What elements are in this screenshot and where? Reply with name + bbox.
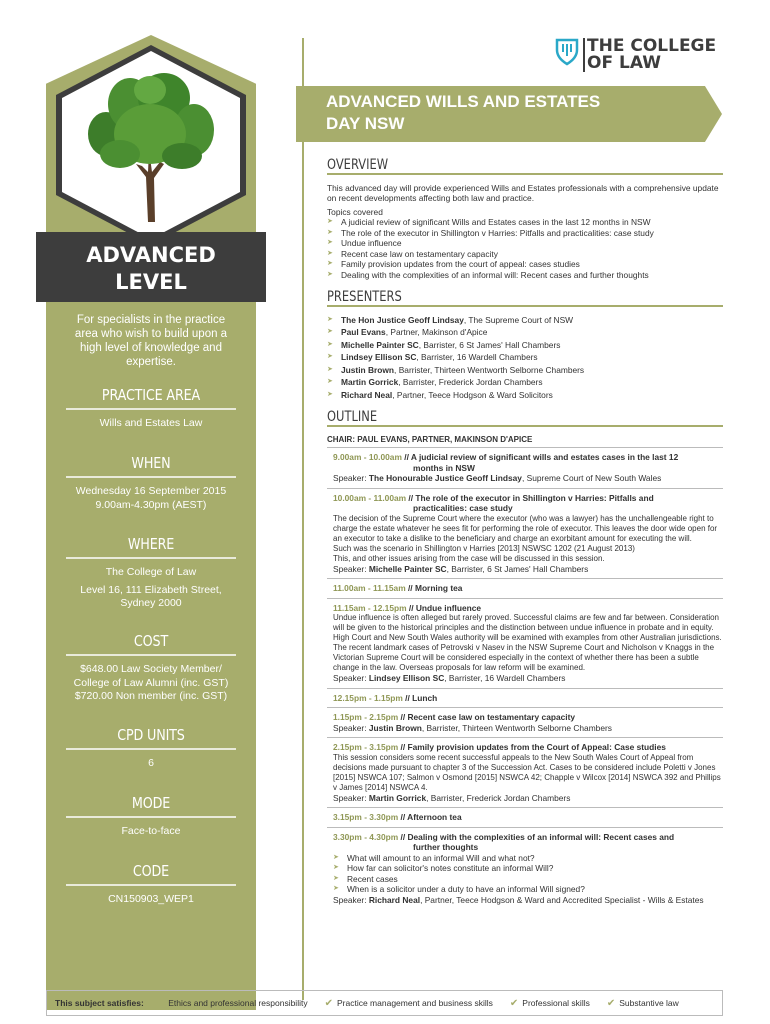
cost-line: College of Law Alumni (inc. GST) xyxy=(73,676,229,689)
presenter-item: ➤ Michelle Painter SC, Barrister, 6 St James' Hall Chambers xyxy=(327,340,723,351)
footer-item: ✔ Ethics and professional responsibility xyxy=(155,997,308,1009)
session-1: 9.00am - 10.00am // A judicial review of significant wills and estates cases in the last 12 months in NSW Speaker: The Honourable Justice Geoff Lindsay, Supreme Court of New South Wales xyxy=(327,447,723,488)
practice-area-value: Wills and Estates Law xyxy=(99,417,203,429)
when-section xyxy=(66,454,236,512)
when-date: Wednesday 16 September 2015 xyxy=(75,485,227,497)
cpd-section xyxy=(66,726,236,771)
outline-heading: OUTLINE xyxy=(327,409,378,425)
list-item: ➤ A judicial review of significant Wills and Estates cases in the last 12 months in NSW xyxy=(327,217,723,228)
main-content xyxy=(327,157,723,909)
list-item: ➤ Dealing with the complexities of an informal will: Recent cases and further thoughts xyxy=(327,270,723,281)
session-6: 1.15pm - 2.15pm // Recent case law on testamentary capacity Speaker: Justin Brown, Barrister, Thirteen Wentworth Selborne Chambers xyxy=(327,707,723,737)
presenters-heading: PRESENTERS xyxy=(327,289,402,305)
cost-section xyxy=(66,632,236,704)
column-divider xyxy=(302,38,304,1000)
cost-line: $720.00 Non member (inc. GST) xyxy=(74,690,228,702)
list-item: ➤ The role of the executor in Shillington v Harries: Pitfalls and practicalities: case study xyxy=(327,228,723,239)
check-icon: ✔ xyxy=(155,997,165,1009)
code-value: CN150903_WEP1 xyxy=(108,893,194,905)
cost-line: $648.00 Law Society Member/ xyxy=(80,663,222,675)
tree-image xyxy=(86,72,216,222)
footer-item: ✔ Substantive law xyxy=(606,997,679,1009)
cpd-value: 6 xyxy=(148,757,154,769)
list-item: ➤ What will amount to an informal Will and what not? xyxy=(333,853,723,864)
practice-area-heading: PRACTICE AREA xyxy=(101,386,201,404)
session-2: 10.00am - 11.00am // The role of the executor in Shillington v Harries: Pitfalls and practicalities: case study The decision of the Supreme Court where the executor (who was a lawyer) has the unchallengeable right to charge the estate whatever he sees fit for performing the role of executor. This leaves the door wide open for an executor to take a dislike to the beneficiary and charge an exorbitant amount for executing the will. Such was the scenario in Shillington v Harries [2013] NSWSC 1202 (21 August 2013) This, and other issues arising from the case will be discussed in this session. Speaker: Michelle Painter SC, Barrister, 6 St James' Hall Chambers xyxy=(327,488,723,579)
where-line: Sydney 2000 xyxy=(120,597,182,609)
college-logo-icon xyxy=(555,38,579,66)
topics-list xyxy=(327,217,723,280)
cost-heading: COST xyxy=(133,632,169,650)
code-heading: CODE xyxy=(132,862,170,880)
presenter-item: ➤ Richard Neal, Partner, Teece Hodgson & Ward Solicitors xyxy=(327,390,723,401)
mode-heading: MODE xyxy=(131,794,171,812)
when-heading: WHEN xyxy=(131,454,171,472)
session-7: 2.15pm - 3.15pm // Family provision updates from the Court of Appeal: Case studies This session considers some recent successful appeals to the New South Wales Court of Appeal from decisions made pursuant to chapter 3 of the Succession Act. Cases to be considered include Poletti v Jones [2015] NSWCA 107; Salmon v Osmond [2015] NSWCA 42; Chapple v Wilcox [2014] NSWCA 392 and Phillips v James [2014] NSWCA 4. Speaker: Martin Gorrick, Barrister, Frederick Jordan Chambers xyxy=(327,737,723,807)
check-icon: ✔ xyxy=(324,997,333,1009)
logo-divider xyxy=(583,38,585,72)
mode-section xyxy=(66,794,236,839)
chair-label: CHAIR: PAUL EVANS, PARTNER, MAKINSON D'APICE xyxy=(327,434,533,444)
overview-text: This advanced day will provide experienced Wills and Estates professionals with a comprehensive update on recent developments affecting both law and practice. xyxy=(327,182,719,203)
where-heading: WHERE xyxy=(127,535,175,553)
practice-area-section xyxy=(66,386,236,431)
presenter-item: ➤ Paul Evans, Partner, Makinson d'Apice xyxy=(327,327,723,338)
presenter-item: ➤ Martin Gorrick, Barrister, Frederick Jordan Chambers xyxy=(327,377,723,388)
where-line: Level 16, 111 Elizabeth Street, xyxy=(80,583,222,596)
where-section xyxy=(66,535,236,611)
list-item: ➤ Recent case law on testamentary capacity xyxy=(327,249,723,260)
session-9: 3.30pm - 4.30pm // Dealing with the complexities of an informal will: Recent cases and further thoughts ➤ What will amount to an informal Will and what not? ➤ How far can solicitor's notes constitute an informal Will? ➤ Recent cases ➤ When is a solicitor under a duty to have an informal Will signed? Speaker: Richard Neal, Partner, Teece Hodgson & Ward and Accredited Specialist - Wills & Estates xyxy=(327,827,723,910)
topics-label: Topics covered xyxy=(327,206,383,217)
footer-item: ✔ Professional skills xyxy=(509,997,590,1009)
presenters-list xyxy=(327,315,723,401)
list-item: ➤ Family provision updates from the court of appeal: cases studies xyxy=(327,259,723,270)
list-item: ➤ Recent cases xyxy=(333,874,723,885)
page-title: ADVANCED WILLS AND ESTATES DAY NSW xyxy=(326,92,601,133)
code-section xyxy=(66,862,236,907)
list-item: ➤ How far can solicitor's notes constitute an informal Will? xyxy=(333,863,723,874)
presenter-item: ➤ The Hon Justice Geoff Lindsay, The Supreme Court of NSW xyxy=(327,315,723,326)
session-3: 11.00am - 11.15am // Morning tea xyxy=(327,578,723,598)
level-label: ADVANCED LEVEL xyxy=(86,243,216,294)
cpd-heading: CPD UNITS xyxy=(117,726,185,744)
check-icon: ✔ xyxy=(509,997,519,1009)
college-logo-text: THE COLLEGE OF LAW xyxy=(587,36,717,73)
list-item: ➤ Undue influence xyxy=(327,238,723,249)
presenter-item: ➤ Lindsey Ellison SC, Barrister, 16 Wardell Chambers xyxy=(327,352,723,363)
session-4: 11.15am - 12.15pm // Undue influence Undue influence is often alleged but rarely proved. Successful claims are few and far between. Consideration will be given to the historical principles and the distinction between undue influence in probate and in equity. High Court and New South Wales authority will be examined with examples from other Australian jurisdictions. The recent landmark cases of Petrovski v Nasev in the NSW Supreme Court and Nicholson v Knaggs in the Victorian Supreme Court will be considered especially in the context of whether there has been a subtle change in the law. Overseas proposals for law reform will be examined. Speaker: Lindsey Ellison SC, Barrister, 16 Wardell Chambers xyxy=(327,598,723,688)
satisfies-footer xyxy=(46,990,723,1016)
intro-text: For specialists in the practice area who wish to build upon a high level of knowledge and expertise. xyxy=(74,314,228,368)
footer-label: This subject satisfies: xyxy=(55,998,144,1008)
where-line: The College of Law xyxy=(105,566,197,578)
footer-item: ✔ Practice management and business skills xyxy=(324,997,493,1009)
when-time: 9.00am-4.30pm (AEST) xyxy=(95,498,207,511)
check-icon: ✔ xyxy=(606,997,616,1009)
presenter-item: ➤ Justin Brown, Barrister, Thirteen Wentworth Selborne Chambers xyxy=(327,365,723,376)
mode-value: Face-to-face xyxy=(121,825,181,837)
list-item: ➤ When is a solicitor under a duty to have an informal Will signed? xyxy=(333,884,723,895)
overview-heading: OVERVIEW xyxy=(327,157,389,173)
session-5: 12.15pm - 1.15pm // Lunch xyxy=(327,688,723,708)
session-8: 3.15pm - 3.30pm // Afternoon tea xyxy=(327,807,723,827)
